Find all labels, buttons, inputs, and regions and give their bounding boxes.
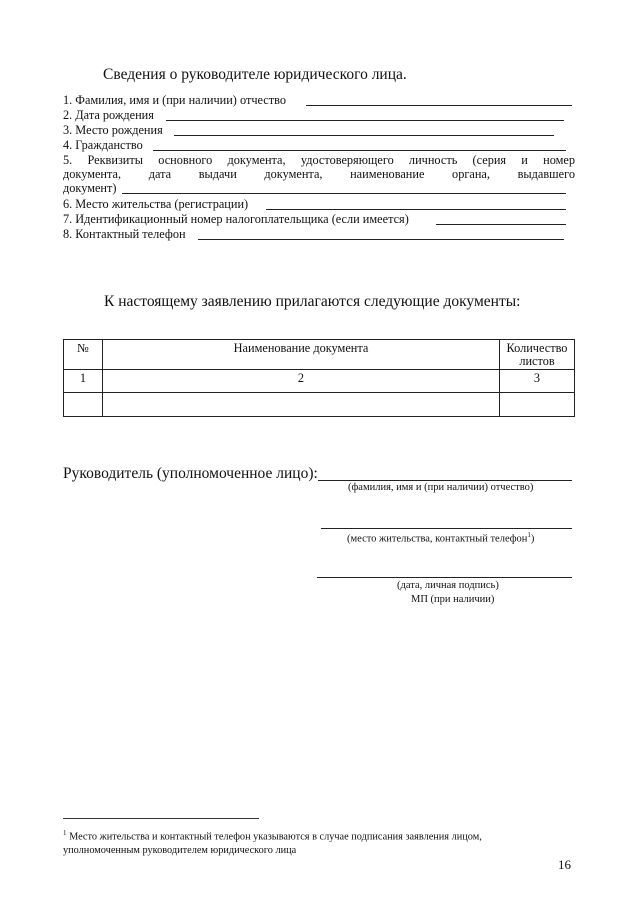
field-phone-line[interactable] <box>198 239 564 240</box>
field-birth-place-line[interactable] <box>174 135 554 136</box>
footnote-mark: 1 <box>63 829 67 837</box>
field-full-name-line[interactable] <box>306 105 572 106</box>
table-cell: 3 <box>500 370 575 393</box>
documents-table <box>63 339 575 417</box>
field-residence-line[interactable] <box>266 209 566 210</box>
field-birth-date-line[interactable] <box>166 120 564 121</box>
seal-caption: МП (при наличии) <box>411 594 495 605</box>
footnote-reference: 1 <box>527 531 531 539</box>
field-full-name: 1. Фамилия, имя и (при наличии) отчество <box>63 93 286 107</box>
signature-residence-line[interactable] <box>321 528 572 529</box>
field-citizenship-line[interactable] <box>153 150 566 151</box>
table-row[interactable] <box>64 393 575 417</box>
footnote-text: Место жительства и контактный телефон указываются в случае подписания заявления лицом, уполномоченным руководителем юридического лица <box>63 831 482 857</box>
field-inn-line[interactable] <box>436 224 566 225</box>
field-birth-date: 2. Дата рождения <box>63 108 154 122</box>
section-title: Сведения о руководителе юридического лица. <box>103 66 407 83</box>
field-inn: 7. Идентификационный номер налогоплательщика (если имеется) <box>63 212 409 226</box>
table-cell[interactable] <box>103 393 500 417</box>
table-cell: 2 <box>103 370 500 393</box>
table-row <box>64 370 575 393</box>
attachments-heading: К настоящему заявлению прилагаются следующие документы: <box>104 293 521 310</box>
footnote <box>63 826 543 858</box>
table-header-count: Количество листов <box>500 340 575 370</box>
field-id-document-line3: документ) <box>63 181 117 195</box>
footnote-separator <box>63 818 259 819</box>
field-residence: 6. Место жительства (регистрации) <box>63 197 249 211</box>
field-id-document-line2: документа, дата выдачи документа, наименование органа, выдавшего <box>63 167 575 181</box>
table-header-row <box>64 340 575 370</box>
field-birth-place: 3. Место рождения <box>63 123 163 137</box>
table-header-number: № <box>64 340 103 370</box>
signature-label: Руководитель (уполномоченное лицо): <box>63 465 318 482</box>
signature-name-caption: (фамилия, имя и (при наличии) отчество) <box>348 482 534 493</box>
field-citizenship: 4. Гражданство <box>63 138 143 152</box>
field-phone: 8. Контактный телефон <box>63 227 186 241</box>
table-header-name: Наименование документа <box>103 340 500 370</box>
field-id-document-line1: 5. Реквизиты основного документа, удостоверяющего личность (серия и номер <box>63 153 575 167</box>
page-number: 16 <box>558 857 571 872</box>
field-id-document-line[interactable] <box>122 193 566 194</box>
signature-name-line[interactable] <box>318 480 572 481</box>
signature-date-line[interactable] <box>317 577 572 578</box>
signature-residence-caption: (место жительства, контактный телефон$^1$) <box>347 531 535 545</box>
signature-date-caption: (дата, личная подпись) <box>397 580 499 591</box>
table-cell: 1 <box>64 370 103 393</box>
table-cell[interactable] <box>500 393 575 417</box>
table-cell[interactable] <box>64 393 103 417</box>
